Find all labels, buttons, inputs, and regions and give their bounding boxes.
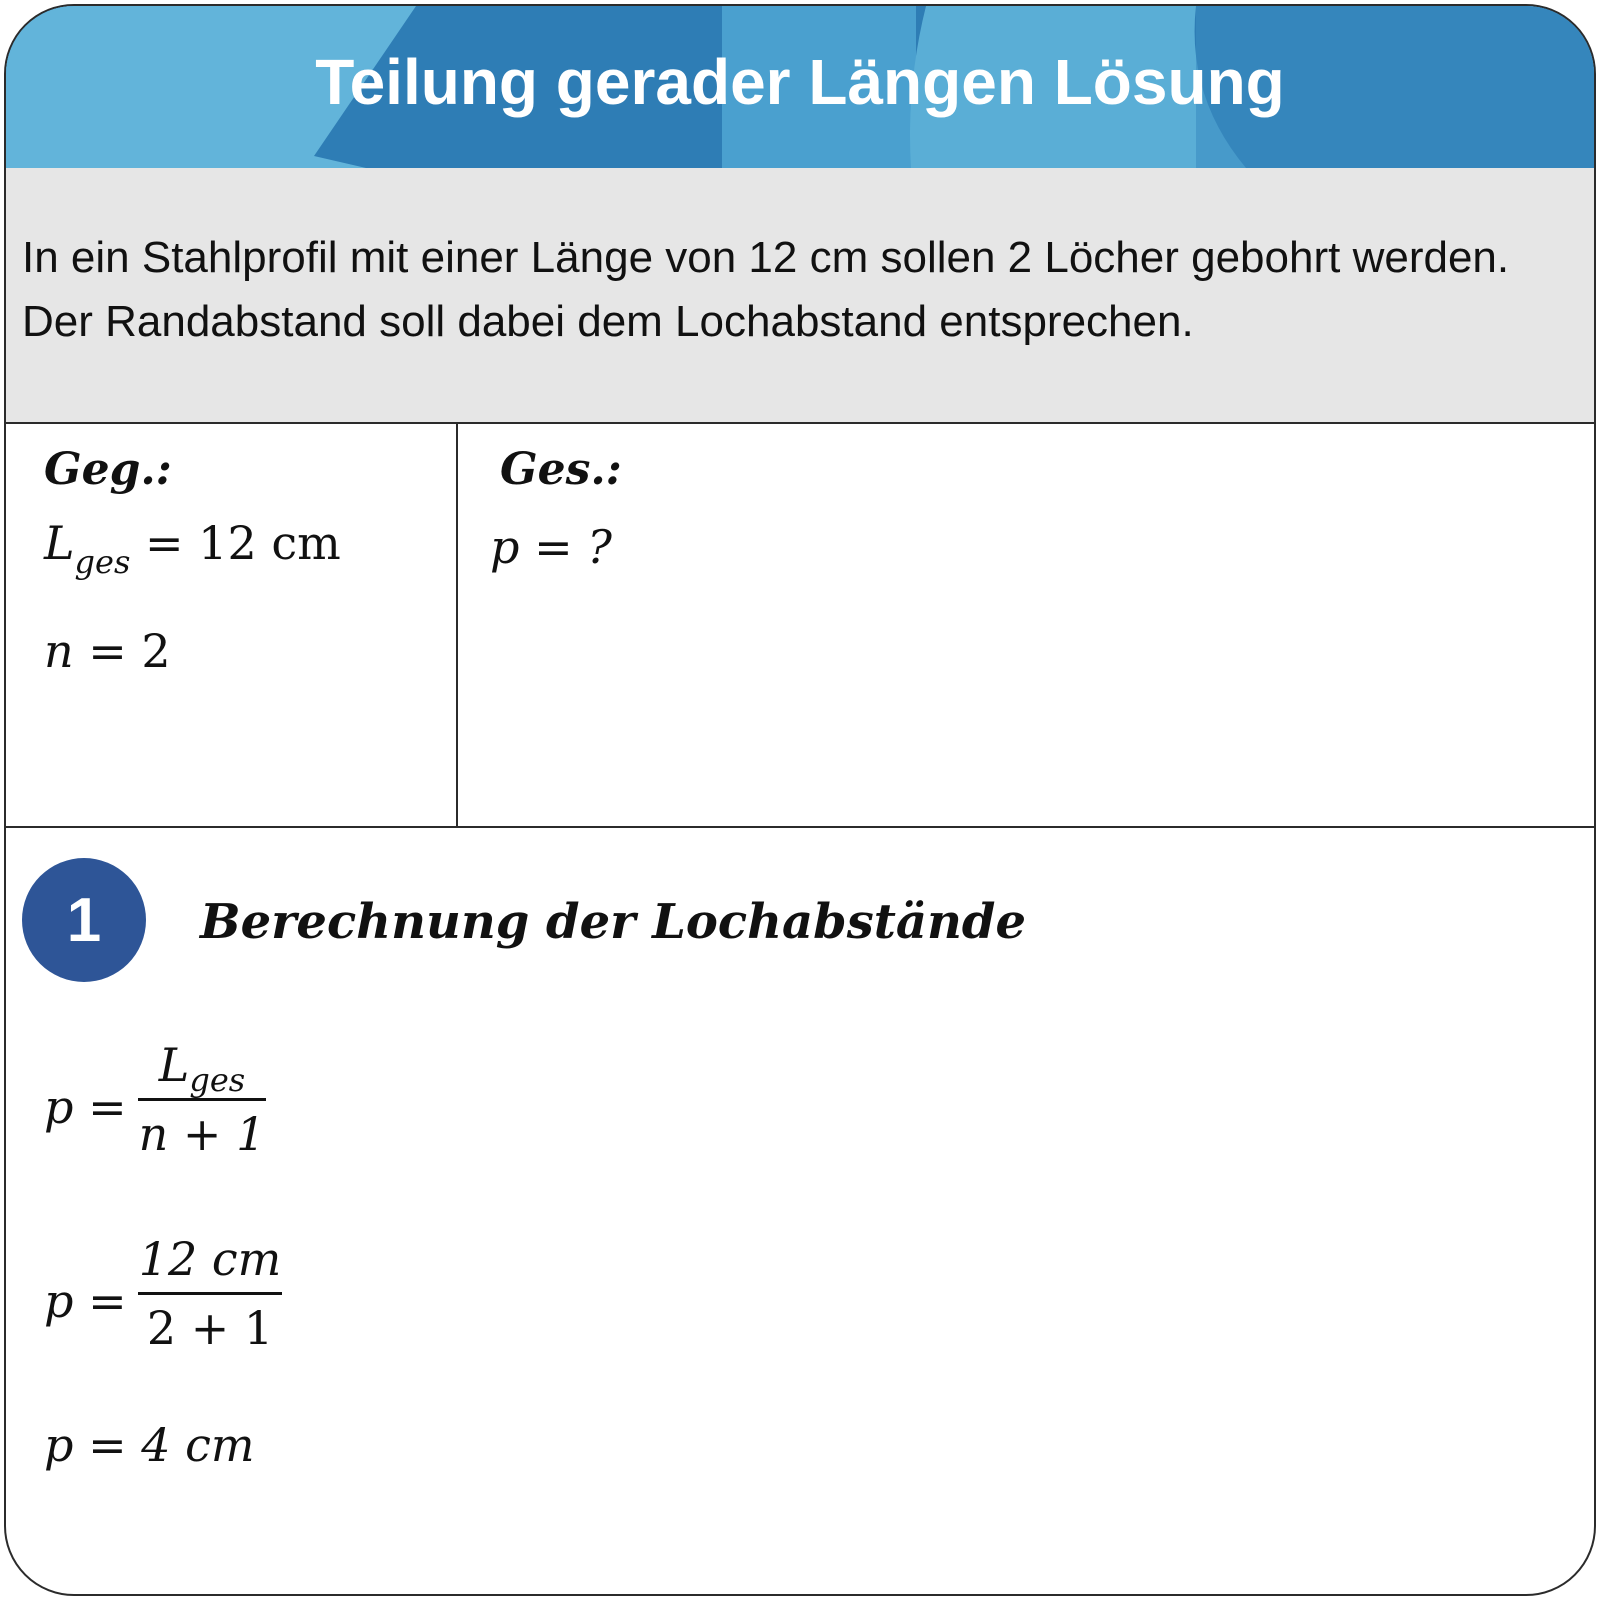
given-section <box>6 424 458 828</box>
given-count-variable: n <box>44 624 74 678</box>
problem-statement-box <box>6 168 1594 424</box>
given-hole-count <box>44 624 171 678</box>
page-title: Teilung gerader Längen Lösung <box>315 46 1285 118</box>
substitution-lhs: p = <box>44 1274 127 1328</box>
formula-numerator-variable: L <box>158 1038 190 1092</box>
substitution-denominator: 2 + 1 <box>146 1301 274 1355</box>
substitution-numerator: 12 cm <box>138 1232 282 1286</box>
result-expression: p = 4 cm <box>44 1418 255 1472</box>
sought-expression: p = ? <box>490 520 612 574</box>
step-title: Berechnung der Lochabstände <box>200 894 1026 950</box>
given-label: Geg.: <box>44 444 172 495</box>
formula-denominator: n + 1 <box>138 1107 266 1161</box>
solution-card <box>4 4 1596 1596</box>
given-length-value: = 12 cm <box>145 516 341 570</box>
formula-numerator-subscript: ges <box>189 1061 246 1099</box>
given-total-length <box>44 516 341 581</box>
given-count-value: = 2 <box>88 624 171 678</box>
substitution-fraction <box>138 1232 282 1355</box>
problem-statement: In ein Stahlprofil mit einer Länge von 12 cm sollen 2 Löcher gebohrt werden. Der Randabstand soll dabei dem Lochabstand entsprechen. <box>22 233 1510 346</box>
formula-fraction <box>138 1038 266 1161</box>
formula-numerator <box>138 1038 266 1099</box>
given-length-subscript: ges <box>74 543 131 581</box>
sought-section <box>458 424 1596 828</box>
substitution-fraction-bar <box>138 1292 282 1295</box>
formula-lhs: p = <box>44 1080 127 1134</box>
given-length-variable: L <box>44 516 75 570</box>
step-number-badge: 1 <box>22 858 146 982</box>
header-banner <box>6 6 1594 168</box>
sought-label: Ges.: <box>500 444 622 495</box>
